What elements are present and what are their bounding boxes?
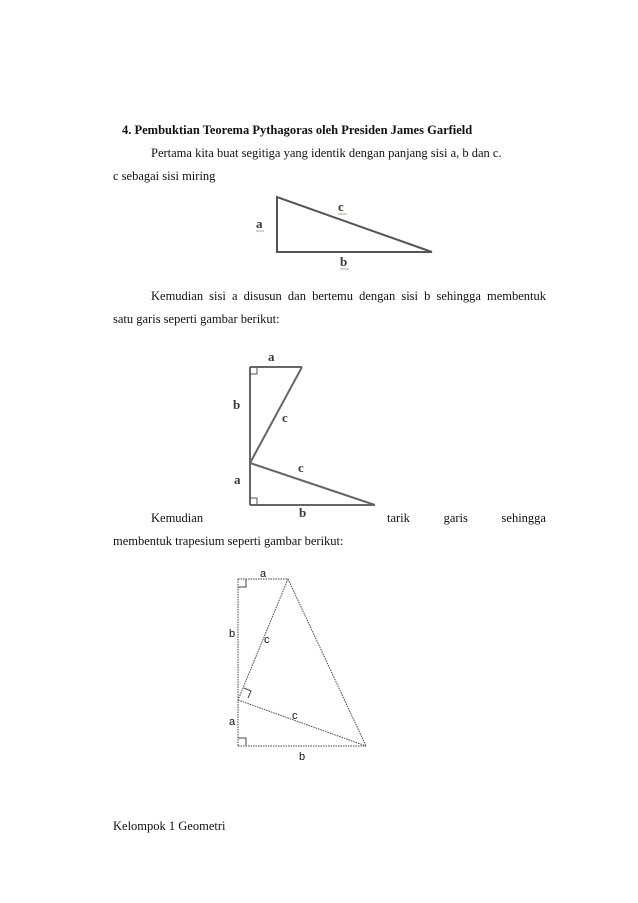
figure-1-label-c: c [338,199,344,214]
figure-1-label-a: a [256,216,263,231]
figure-2-label-a-side: a [234,472,241,487]
figure-3-label-a-top: a [260,568,267,580]
paragraph-1-line-1: Pertama kita buat segitiga yang identik dengan panjang sisi a, b dan c. [151,146,502,160]
figure-2-label-c-lower: c [298,460,304,475]
paragraph-3-line-1-start: Kemudian [151,511,204,525]
figure-2-label-b-side: b [233,397,241,412]
word: membentuk [486,289,546,303]
figure-3-label-c-lower: c [292,710,298,722]
word: dan [287,289,306,303]
word: sehingga [501,511,546,525]
paragraph-2-line-2: satu garis seperti gambar berikut: [113,312,280,326]
word: Kemudian [151,289,204,303]
figure-1-label-b: b [340,254,348,269]
section-heading: 4. Pembuktian Teorema Pythagoras oleh Presiden James Garfield [122,123,473,137]
paragraph-3-line-2: membentuk trapesium seperti gambar berikut: [113,534,344,548]
word: disusun [243,289,282,303]
word: tarik [387,511,410,525]
word: bertemu [312,289,354,303]
word: b [424,289,431,303]
word: a [231,289,238,303]
figure-3-label-a-side: a [229,716,236,728]
paragraph-1-line-2: c sebagai sisi miring [113,169,216,183]
word: dengan [359,289,396,303]
figure-3-label-b-side: b [229,628,236,640]
word: garis [443,511,468,525]
figure-2-label-b-bottom: b [299,505,307,520]
word: sisi [401,289,419,303]
word: sehingga [436,289,481,303]
figure-3-label-c-upper: c [264,634,270,646]
page-footer: Kelompok 1 Geometri [113,819,226,833]
figure-3-label-b-bottom: b [299,751,306,763]
figure-2-label-c-upper: c [282,410,288,425]
word: sisi [209,289,226,303]
figure-2-label-a-top: a [268,349,275,364]
